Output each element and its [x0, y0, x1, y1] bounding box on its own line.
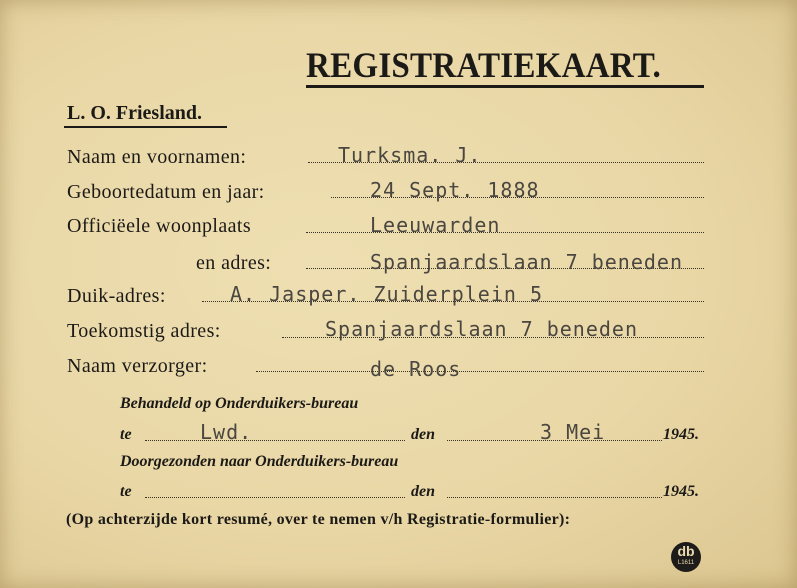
treated-place-value: Lwd. — [200, 420, 253, 444]
future-address-value: Spanjaardslaan 7 beneden — [325, 317, 638, 341]
printer-logo — [671, 542, 701, 572]
birthdate-label: Geboortedatum en jaar: — [67, 181, 265, 203]
residence-dotted-line — [306, 232, 704, 233]
printer-logo-text: db — [677, 543, 695, 559]
name-label: Naam en voornamen: — [67, 146, 247, 168]
treated-te-label: te — [120, 426, 132, 443]
printer-logo-code: L1611 — [677, 560, 695, 566]
caretaker-value: de Roos — [370, 357, 462, 381]
birthdate-value: 24 Sept. 1888 — [370, 178, 540, 202]
footer-note: (Op achterzijde kort resumé, over te nemen v/h Registratie-formulier): — [66, 511, 571, 528]
forwarded-year: 1945. — [663, 483, 699, 500]
caretaker-dotted-line — [256, 371, 704, 372]
treated-date-value: 3 Mei — [540, 420, 606, 444]
treated-place-dotted-line — [145, 440, 405, 441]
forwarded-den-label: den — [411, 483, 435, 500]
card-title: REGISTRATIEKAART. — [306, 45, 662, 85]
organization-label: L. O. Friesland. — [67, 102, 203, 124]
future-address-label: Toekomstig adres: — [67, 320, 221, 342]
title-underline — [306, 85, 704, 88]
treated-heading: Behandeld op Onderduikers-bureau — [120, 395, 359, 412]
treated-den-label: den — [411, 426, 435, 443]
residence-label: Officiëele woonplaats — [67, 215, 252, 237]
caretaker-label: Naam verzorger: — [67, 355, 208, 377]
forwarded-te-label: te — [120, 483, 132, 500]
name-value: Turksma. J. — [338, 143, 482, 167]
forwarded-date-dotted-line — [447, 497, 662, 498]
organization-underline — [64, 126, 227, 128]
treated-year: 1945. — [663, 426, 699, 443]
hiding-address-value: A. Jasper. Zuiderplein 5 — [230, 282, 543, 306]
residence-value: Leeuwarden — [370, 213, 501, 237]
address-label: en adres: — [196, 252, 272, 274]
forwarded-heading: Doorgezonden naar Onderduikers-bureau — [120, 453, 399, 470]
hiding-address-label: Duik-adres: — [67, 285, 166, 307]
address-value: Spanjaardslaan 7 beneden — [370, 250, 683, 274]
forwarded-place-dotted-line — [145, 497, 405, 498]
